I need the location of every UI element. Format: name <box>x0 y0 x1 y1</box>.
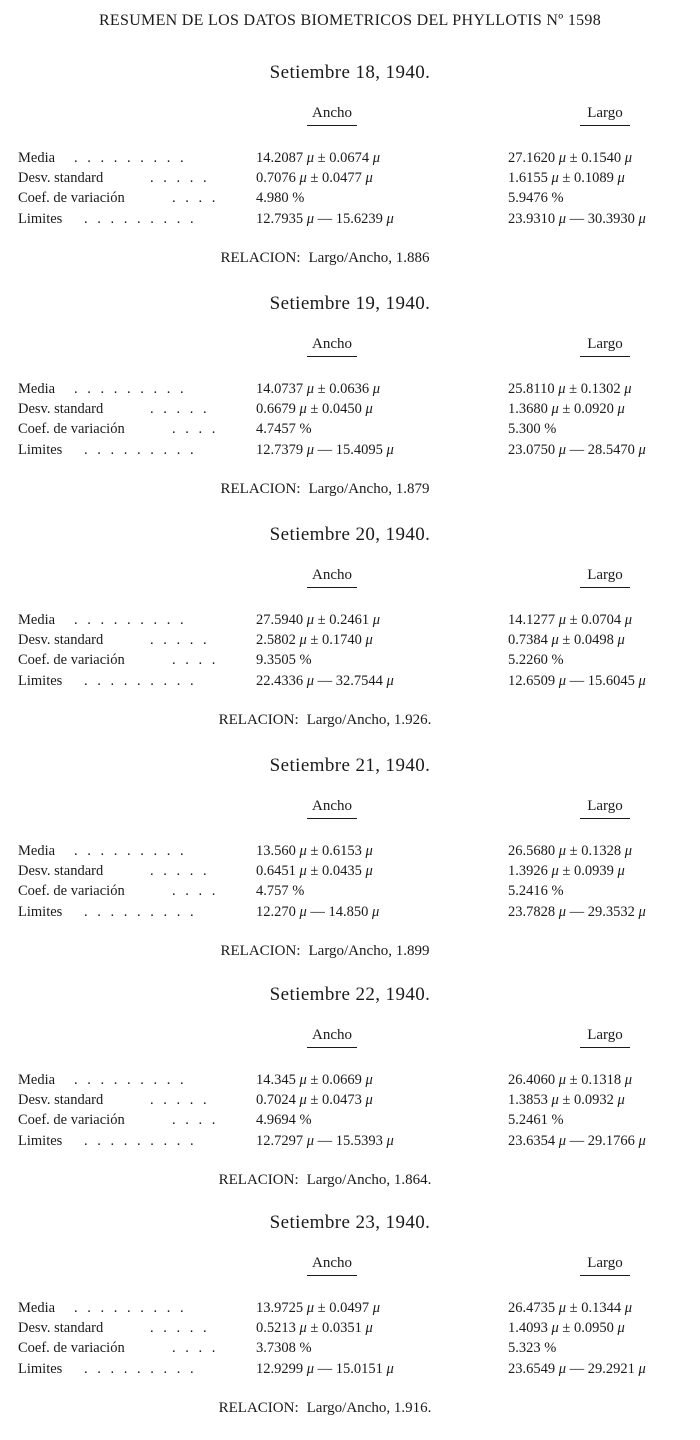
measurement-section <box>0 524 700 752</box>
stat-row-desv <box>0 630 700 650</box>
stat-row-media <box>0 148 700 168</box>
row-label: Desv. standard <box>18 1092 104 1108</box>
header-underline <box>307 356 357 357</box>
relacion-line <box>0 481 700 498</box>
largo-value: 5.2416 % <box>508 883 564 899</box>
largo-value: 23.0750 μ — 28.5470 μ <box>508 442 646 458</box>
header-underline <box>580 1275 630 1276</box>
row-label: Coef. de variación <box>18 652 125 668</box>
relacion-line <box>0 250 700 267</box>
largo-value: 5.323 % <box>508 1340 557 1356</box>
largo-value: 26.5680 μ ± 0.1328 μ <box>508 843 633 859</box>
column-header-largo <box>565 336 645 357</box>
leader-dots: . . . . . . . . . <box>84 442 197 458</box>
stat-row-desv <box>0 168 700 188</box>
column-header-label: Largo <box>587 567 623 583</box>
ancho-value: 0.7024 μ ± 0.0473 μ <box>256 1092 373 1108</box>
leader-dots: . . . . . <box>150 1092 210 1108</box>
header-underline <box>307 1047 357 1048</box>
largo-value: 23.9310 μ — 30.3930 μ <box>508 211 646 227</box>
stat-row-limites <box>0 902 700 922</box>
largo-value: 23.6354 μ — 29.1766 μ <box>508 1133 646 1149</box>
leader-dots: . . . . <box>172 190 219 206</box>
row-label: Desv. standard <box>18 1320 104 1336</box>
stat-row-limites <box>0 1359 700 1379</box>
column-header-largo <box>565 1027 645 1048</box>
measurement-section <box>0 984 700 1212</box>
relacion-label: RELACION: <box>220 943 301 959</box>
ancho-value: 14.2087 μ ± 0.0674 μ <box>256 150 381 166</box>
measurement-section <box>0 1212 700 1440</box>
leader-dots: . . . . . <box>150 401 210 417</box>
stat-row-media <box>0 1298 700 1318</box>
section-date: Setiembre 23, 1940. <box>269 1212 431 1233</box>
stat-row-desv <box>0 399 700 419</box>
ancho-value: 27.5940 μ ± 0.2461 μ <box>256 612 381 628</box>
ancho-value: 12.9299 μ — 15.0151 μ <box>256 1361 394 1377</box>
stat-row-limites <box>0 440 700 460</box>
row-label: Coef. de variación <box>18 1340 125 1356</box>
row-label: Media <box>18 612 56 628</box>
leader-dots: . . . . . . . . . <box>74 381 187 397</box>
column-header-label: Largo <box>587 105 623 121</box>
relacion-value: Largo/Ancho, 1.886 <box>308 250 430 266</box>
stat-row-desv <box>0 1090 700 1110</box>
leader-dots: . . . . . <box>150 632 210 648</box>
header-underline <box>580 125 630 126</box>
relacion-label: RELACION: <box>218 1400 299 1416</box>
stat-row-desv <box>0 861 700 881</box>
relacion-label: RELACION: <box>218 1172 299 1188</box>
row-label: Limites <box>18 1361 63 1377</box>
relacion-line <box>0 712 700 729</box>
leader-dots: . . . . . . . . . <box>84 1133 197 1149</box>
row-label: Media <box>18 381 56 397</box>
largo-value: 1.3680 μ ± 0.0920 μ <box>508 401 625 417</box>
largo-value: 1.3853 μ ± 0.0932 μ <box>508 1092 625 1108</box>
row-label: Desv. standard <box>18 863 104 879</box>
section-date: Setiembre 19, 1940. <box>269 293 431 314</box>
column-header-label: Ancho <box>312 336 352 352</box>
leader-dots: . . . . . <box>150 1320 210 1336</box>
relacion-line <box>0 943 700 960</box>
stat-row-limites <box>0 1131 700 1151</box>
ancho-value: 12.7379 μ — 15.4095 μ <box>256 442 394 458</box>
header-underline <box>580 1047 630 1048</box>
relacion-label: RELACION: <box>220 481 301 497</box>
relacion-line <box>0 1172 700 1189</box>
leader-dots: . . . . . . . . . <box>74 843 187 859</box>
leader-dots: . . . . . . . . . <box>74 1072 187 1088</box>
leader-dots: . . . . <box>172 1340 219 1356</box>
column-header-ancho <box>292 105 372 126</box>
largo-value: 27.1620 μ ± 0.1540 μ <box>508 150 633 166</box>
ancho-value: 12.7297 μ — 15.5393 μ <box>256 1133 394 1149</box>
row-label: Desv. standard <box>18 401 104 417</box>
largo-value: 1.6155 μ ± 0.1089 μ <box>508 170 625 186</box>
leader-dots: . . . . . <box>150 170 210 186</box>
stat-row-coef <box>0 881 700 901</box>
leader-dots: . . . . . . . . . <box>84 673 197 689</box>
column-header-ancho <box>292 336 372 357</box>
relacion-value: Largo/Ancho, 1.926. <box>306 712 432 728</box>
row-label: Media <box>18 1072 56 1088</box>
ancho-value: 4.757 % <box>256 883 305 899</box>
column-header-largo <box>565 105 645 126</box>
header-underline <box>307 818 357 819</box>
leader-dots: . . . . <box>172 1112 219 1128</box>
largo-value: 5.2260 % <box>508 652 564 668</box>
measurement-section <box>0 755 700 983</box>
largo-value: 0.7384 μ ± 0.0498 μ <box>508 632 625 648</box>
section-date: Setiembre 20, 1940. <box>269 524 431 545</box>
stat-row-limites <box>0 671 700 691</box>
measurement-section <box>0 62 700 290</box>
leader-dots: . . . . <box>172 883 219 899</box>
row-label: Media <box>18 150 56 166</box>
row-label: Limites <box>18 1133 63 1149</box>
largo-value: 25.8110 μ ± 0.1302 μ <box>508 381 632 397</box>
row-label: Coef. de variación <box>18 421 125 437</box>
ancho-value: 0.5213 μ ± 0.0351 μ <box>256 1320 373 1336</box>
section-date: Setiembre 18, 1940. <box>269 62 431 83</box>
largo-value: 23.7828 μ — 29.3532 μ <box>508 904 646 920</box>
row-label: Limites <box>18 673 63 689</box>
leader-dots: . . . . <box>172 421 219 437</box>
largo-value: 26.4060 μ ± 0.1318 μ <box>508 1072 633 1088</box>
stat-row-media <box>0 841 700 861</box>
row-label: Desv. standard <box>18 632 104 648</box>
ancho-value: 3.7308 % <box>256 1340 312 1356</box>
largo-value: 5.2461 % <box>508 1112 564 1128</box>
ancho-value: 4.980 % <box>256 190 305 206</box>
stat-row-coef <box>0 419 700 439</box>
column-header-ancho <box>292 567 372 588</box>
column-header-ancho <box>292 1027 372 1048</box>
leader-dots: . . . . . . . . . <box>74 150 187 166</box>
relacion-value: Largo/Ancho, 1.879 <box>308 481 430 497</box>
header-underline <box>307 1275 357 1276</box>
stat-row-desv <box>0 1318 700 1338</box>
column-header-ancho <box>292 1255 372 1276</box>
stat-row-media <box>0 610 700 630</box>
leader-dots: . . . . <box>172 652 219 668</box>
column-header-label: Largo <box>587 1027 623 1043</box>
stat-row-coef <box>0 1338 700 1358</box>
largo-value: 26.4735 μ ± 0.1344 μ <box>508 1300 633 1316</box>
row-label: Limites <box>18 904 63 920</box>
column-header-label: Largo <box>587 798 623 814</box>
row-label: Limites <box>18 442 63 458</box>
leader-dots: . . . . . . . . . <box>84 1361 197 1377</box>
ancho-value: 0.7076 μ ± 0.0477 μ <box>256 170 373 186</box>
row-label: Desv. standard <box>18 170 104 186</box>
stat-row-limites <box>0 209 700 229</box>
page-title: RESUMEN DE LOS DATOS BIOMETRICOS DEL PHYLLOTIS Nº 1598 <box>98 12 602 29</box>
ancho-value: 4.9694 % <box>256 1112 312 1128</box>
ancho-value: 4.7457 % <box>256 421 312 437</box>
ancho-value: 0.6679 μ ± 0.0450 μ <box>256 401 373 417</box>
ancho-value: 9.3505 % <box>256 652 312 668</box>
column-header-largo <box>565 567 645 588</box>
relacion-label: RELACION: <box>220 250 301 266</box>
ancho-value: 13.560 μ ± 0.6153 μ <box>256 843 373 859</box>
column-header-label: Ancho <box>312 567 352 583</box>
header-underline <box>307 125 357 126</box>
largo-value: 5.9476 % <box>508 190 564 206</box>
column-header-largo <box>565 1255 645 1276</box>
column-header-label: Ancho <box>312 1027 352 1043</box>
row-label: Coef. de variación <box>18 1112 125 1128</box>
relacion-label: RELACION: <box>218 712 299 728</box>
row-label: Media <box>18 1300 56 1316</box>
relacion-value: Largo/Ancho, 1.916. <box>306 1400 432 1416</box>
column-header-label: Largo <box>587 336 623 352</box>
ancho-value: 2.5802 μ ± 0.1740 μ <box>256 632 373 648</box>
column-header-label: Ancho <box>312 798 352 814</box>
ancho-value: 22.4336 μ — 32.7544 μ <box>256 673 394 689</box>
stat-row-coef <box>0 650 700 670</box>
row-label: Media <box>18 843 56 859</box>
column-header-label: Ancho <box>312 105 352 121</box>
stat-row-coef <box>0 188 700 208</box>
leader-dots: . . . . . . . . . <box>84 211 197 227</box>
largo-value: 1.4093 μ ± 0.0950 μ <box>508 1320 625 1336</box>
column-header-label: Largo <box>587 1255 623 1271</box>
section-date: Setiembre 22, 1940. <box>269 984 431 1005</box>
ancho-value: 14.345 μ ± 0.0669 μ <box>256 1072 373 1088</box>
stat-row-media <box>0 1070 700 1090</box>
largo-value: 1.3926 μ ± 0.0939 μ <box>508 863 625 879</box>
relacion-value: Largo/Ancho, 1.864. <box>306 1172 432 1188</box>
largo-value: 23.6549 μ — 29.2921 μ <box>508 1361 646 1377</box>
header-underline <box>307 587 357 588</box>
stat-row-media <box>0 379 700 399</box>
ancho-value: 12.7935 μ — 15.6239 μ <box>256 211 394 227</box>
measurement-section <box>0 293 700 521</box>
column-header-largo <box>565 798 645 819</box>
largo-value: 14.1277 μ ± 0.0704 μ <box>508 612 633 628</box>
ancho-value: 13.9725 μ ± 0.0497 μ <box>256 1300 381 1316</box>
ancho-value: 0.6451 μ ± 0.0435 μ <box>256 863 373 879</box>
leader-dots: . . . . . . . . . <box>74 1300 187 1316</box>
relacion-value: Largo/Ancho, 1.899 <box>308 943 430 959</box>
header-underline <box>580 356 630 357</box>
leader-dots: . . . . . <box>150 863 210 879</box>
largo-value: 12.6509 μ — 15.6045 μ <box>508 673 646 689</box>
relacion-line <box>0 1400 700 1417</box>
leader-dots: . . . . . . . . . <box>84 904 197 920</box>
column-header-label: Ancho <box>312 1255 352 1271</box>
leader-dots: . . . . . . . . . <box>74 612 187 628</box>
ancho-value: 12.270 μ — 14.850 μ <box>256 904 380 920</box>
row-label: Coef. de variación <box>18 190 125 206</box>
row-label: Limites <box>18 211 63 227</box>
row-label: Coef. de variación <box>18 883 125 899</box>
stat-row-coef <box>0 1110 700 1130</box>
ancho-value: 14.0737 μ ± 0.0636 μ <box>256 381 381 397</box>
section-date: Setiembre 21, 1940. <box>269 755 431 776</box>
header-underline <box>580 587 630 588</box>
column-header-ancho <box>292 798 372 819</box>
header-underline <box>580 818 630 819</box>
largo-value: 5.300 % <box>508 421 557 437</box>
